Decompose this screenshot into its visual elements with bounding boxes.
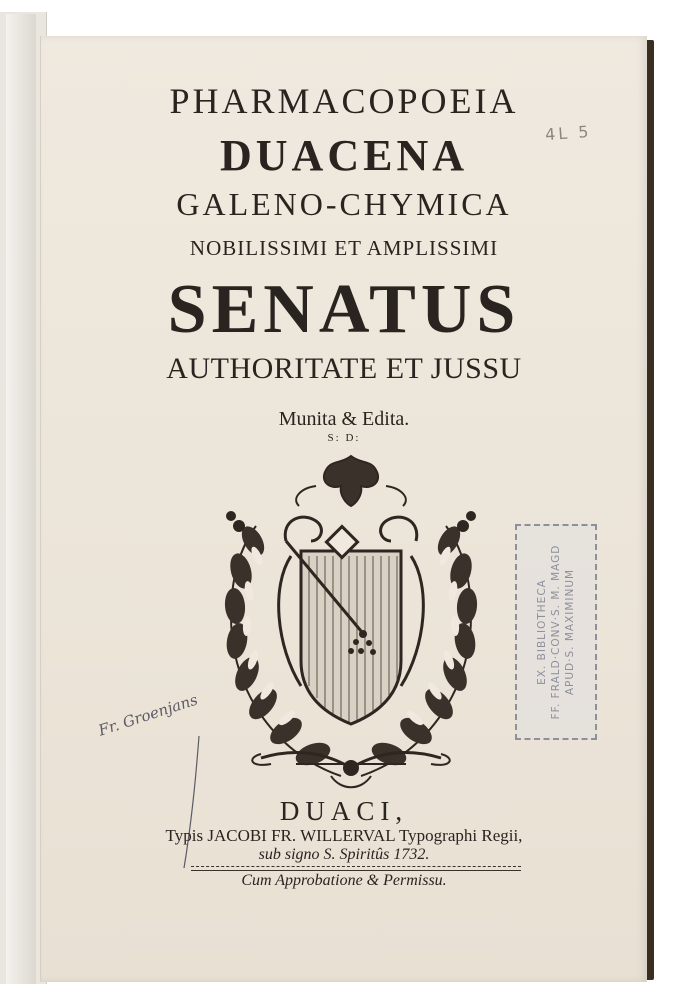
stamp-line-1: EX. BIBLIOTHECA bbox=[536, 579, 548, 685]
title-line-authoritate: AUTHORITATE ET JUSSU bbox=[166, 352, 522, 385]
stamp-line-2: FF. FRALD·CONV·S. M. MAGD bbox=[550, 544, 562, 720]
title-line-senatus: SENATUS bbox=[167, 271, 521, 348]
title-line-pharmacopoeia: PHARMACOPOEIA bbox=[169, 81, 519, 121]
title-line-nobilissimi: NOBILISSIMI ET AMPLISSIMI bbox=[189, 236, 499, 260]
imprint-city: DUACI, bbox=[279, 796, 409, 826]
title-line-munita: Munita & Edita. bbox=[278, 408, 410, 430]
coat-of-arms-emblem bbox=[191, 446, 511, 806]
imprint-printer: Typis JACOBI FR. WILLERVAL Typographi Regii, bbox=[165, 826, 523, 845]
title-page bbox=[40, 36, 647, 982]
handwritten-signature bbox=[96, 691, 200, 740]
title-line-galeno-chymica: GALENO-CHYMICA bbox=[176, 186, 512, 222]
signature-text: Fr. Groenjans bbox=[96, 690, 200, 740]
imprint-date: sub signo S. Spiritûs 1732. bbox=[258, 846, 430, 863]
shelfmark-note: 4L 5 bbox=[544, 121, 593, 145]
imprint-approval: Cum Approbatione & Permissu. bbox=[241, 872, 447, 889]
imprint-rule bbox=[191, 866, 521, 871]
library-stamp-text bbox=[535, 527, 577, 737]
title-line-sd: S: D: bbox=[327, 432, 361, 444]
library-stamp bbox=[515, 524, 597, 740]
stamp-line-3: APUD·S. MAXIMINUM bbox=[564, 568, 576, 696]
title-line-duacena: DUACENA bbox=[220, 131, 468, 180]
book-spine-shadow bbox=[6, 14, 36, 984]
